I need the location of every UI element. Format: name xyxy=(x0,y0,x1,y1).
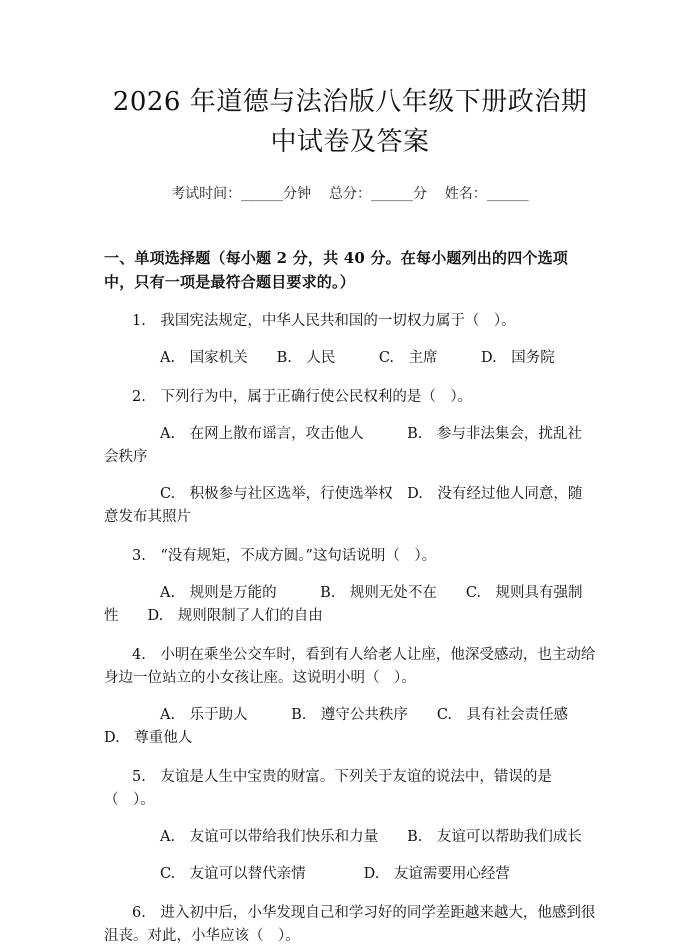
question-stem: 2. 下列行为中，属于正确行使公民权利的是（ ）。 xyxy=(132,389,473,405)
question-options: A. 友谊可以带给我们快乐和力量 B. 友谊可以帮助我们成长 xyxy=(160,829,582,845)
question-options: C. 友谊可以替代亲情 D. 友谊需要用心经营 xyxy=(160,866,510,882)
exam-meta-line: 考试时间：______分钟 总分：______分 姓名：______ xyxy=(171,186,529,202)
document-title: 2026 年道德与法治版八年级下册政治期中试卷及答案 xyxy=(112,87,588,157)
question-stem: 1. 我国宪法规定，中华人民共和国的一切权力属于（ ）。 xyxy=(132,313,516,329)
question-stem: 3. “没有规矩，不成方圆。”这句话说明（ ）。 xyxy=(132,548,437,564)
question-options: A. 在网上散布谣言，攻击他人 B. 参与非法集会，扰乱社会秩序 xyxy=(104,426,582,465)
question-3 xyxy=(104,545,596,628)
question-options: C. 积极参与社区选举，行使选举权 D. 没有经过他人同意，随意发布其照片 xyxy=(104,486,583,525)
question-stem: 5. 友谊是人生中宝贵的财富。下列关于友谊的说法中，错误的是（ ）。 xyxy=(104,769,552,808)
question-options: A. 乐于助人 B. 遵守公共秩序 C. 具有社会责任感 D. 尊重他人 xyxy=(104,707,598,746)
question-5 xyxy=(104,766,596,886)
question-stem: 6. 进入初中后，小华发现自己和学习好的同学差距越来越大，他感到很沮丧。对此，小华应该（ ）。 xyxy=(104,905,596,944)
question-stem: 4. 小明在乘坐公交车时，看到有人给老人让座，他深受感动，也主动给身边一位站立的小女孩让座。这说明小明（ ）。 xyxy=(104,647,596,686)
question-4 xyxy=(104,644,596,750)
question-2 xyxy=(104,386,596,529)
question-options: A. 规则是万能的 B. 规则无处不在 C. 规则具有强制性 D. 规则限制了人们的自由 xyxy=(104,585,583,624)
question-options: A. 国家机关 B. 人民 C. 主席 D. 国务院 xyxy=(160,350,555,366)
section-heading: 一、单项选择题（每小题 2 分，共 40 分。在每小题列出的四个选项中，只有一项是最符合题目要求的。） xyxy=(104,249,569,291)
question-6 xyxy=(104,902,596,948)
question-1 xyxy=(104,310,596,370)
